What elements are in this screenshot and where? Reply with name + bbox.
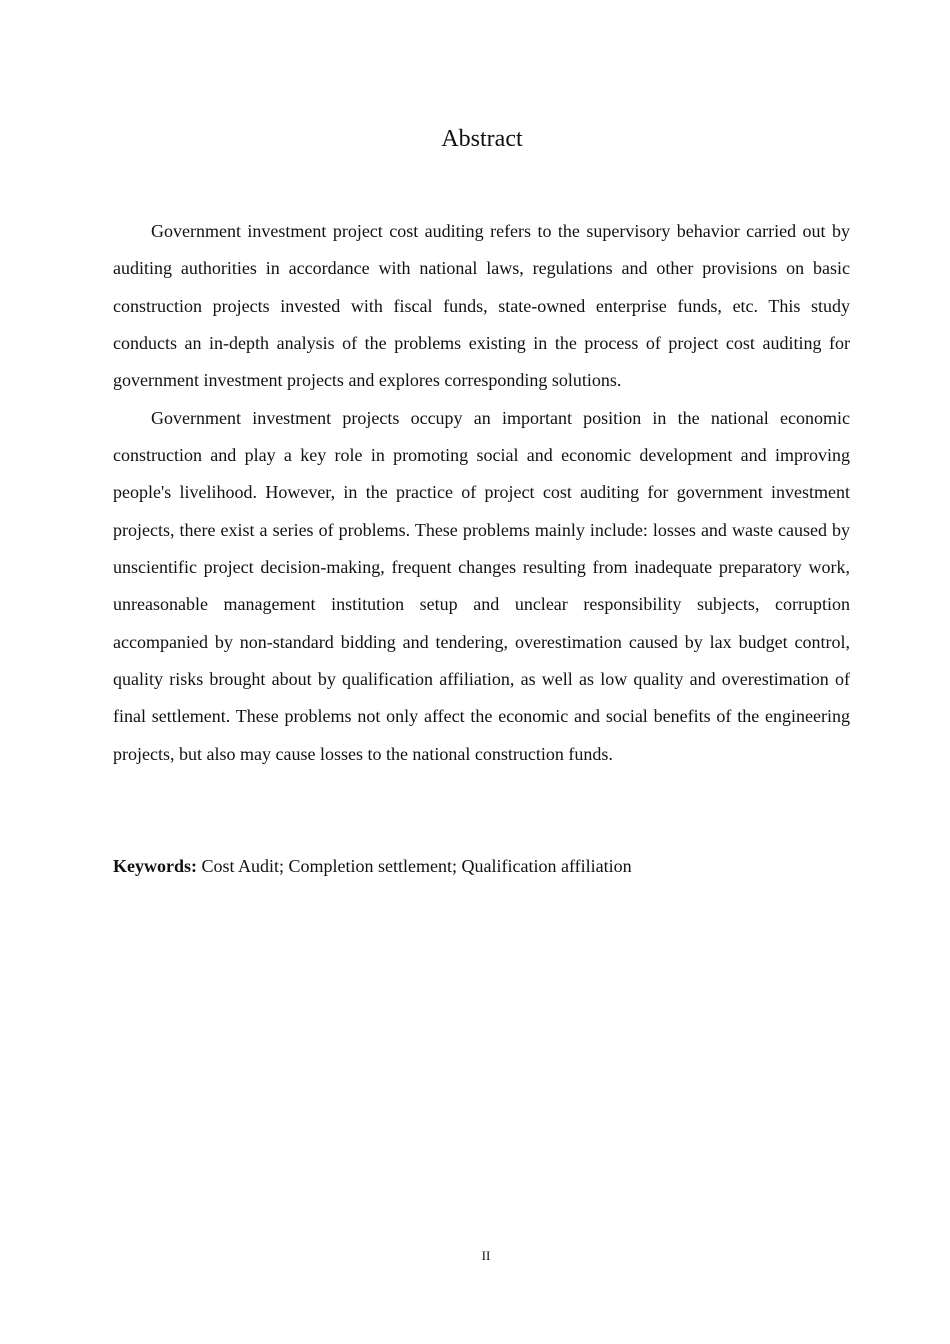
- abstract-body: [113, 213, 850, 773]
- keywords-line: [113, 848, 850, 885]
- page-number: II: [481, 1248, 491, 1263]
- abstract-paragraph-2: Government investment projects occupy an important position in the national economic construction and play a key role in promoting social and economic development and improving people's livelihood. However, in the practice of project cost auditing for government investment projects, there exist a series of problems. These problems mainly include: losses and waste caused by unscientific project decision-making, frequent changes resulting from inadequate preparatory work, unreasonable management institution setup and unclear responsibility subjects, corruption accompanied by non-standard bidding and tendering, overestimation caused by lax budget control, quality risks brought about by qualification affiliation, as well as low quality and overestimation of final settlement. These problems not only affect the economic and social benefits of the engineering projects, but also may cause losses to the national construction funds.: [113, 407, 850, 764]
- abstract-paragraph-1: Government investment project cost auditing refers to the supervisory behavior carried out by auditing authorities in accordance with national laws, regulations and other provisions on basic construction projects invested with fiscal funds, state-owned enterprise funds, etc. This study conducts an in-depth analysis of the problems existing in the process of project cost auditing for government investment projects and explores corresponding solutions.: [113, 221, 850, 391]
- keywords-text: Cost Audit; Completion settlement; Qualification affiliation: [197, 856, 632, 876]
- page-title: Abstract: [441, 126, 523, 152]
- keywords-label: Keywords:: [113, 856, 197, 876]
